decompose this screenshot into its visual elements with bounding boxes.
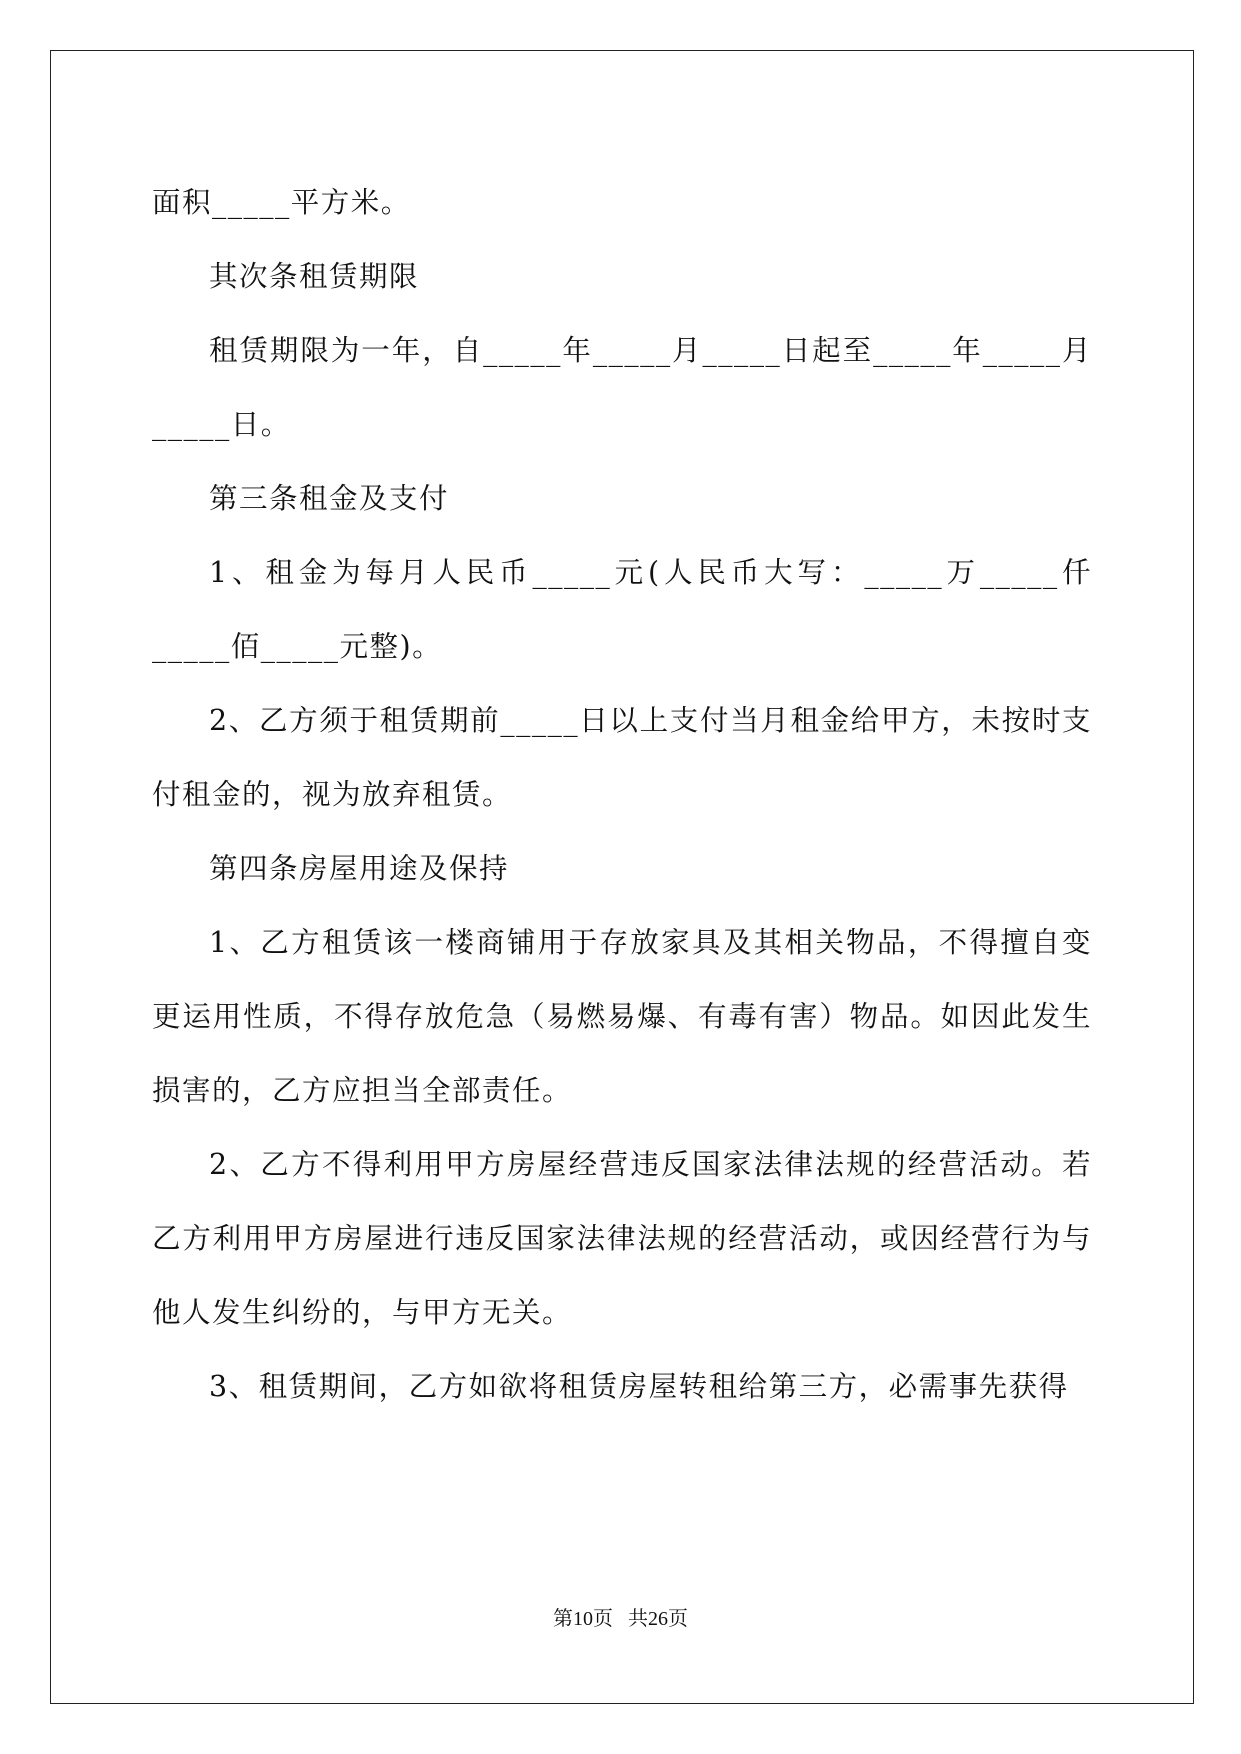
- document-body: [152, 166, 1092, 1424]
- paragraph-rent-payment: 2、乙方须于租赁期前_____日以上支付当月租金给甲方，未按时支付租金的，视为放弃租赁。: [152, 704, 1092, 811]
- heading-article-3: 第三条租金及支付: [209, 482, 450, 515]
- paragraph-area: 面积_____平方米。: [152, 186, 411, 219]
- paragraph-rent-amount: 1、租金为每月人民币_____元(人民币大写：_____万_____仟_____佰_____元整)。: [152, 556, 1092, 663]
- page-number: 第10页 共26页: [553, 1608, 688, 1630]
- paragraph-lease-term: 租赁期限为一年，自_____年_____月_____日起至_____年_____月_____日。: [152, 334, 1092, 441]
- paragraph-usage: 1、乙方租赁该一楼商铺用于存放家具及其相关物品，不得擅自变更运用性质，不得存放危急（易燃易爆、有毒有害）物品。如因此发生损害的，乙方应担当全部责任。: [152, 926, 1092, 1107]
- heading-article-4: 第四条房屋用途及保持: [209, 852, 510, 885]
- paragraph-sublease: 3、租赁期间，乙方如欲将租赁房屋转租给第三方，必需事先获得: [209, 1370, 1069, 1403]
- paragraph-legal-compliance: 2、乙方不得利用甲方房屋经营违反国家法律法规的经营活动。若乙方利用甲方房屋进行违反国家法律法规的经营活动，或因经营行为与他人发生纠纷的，与甲方无关。: [152, 1148, 1092, 1329]
- heading-article-2: 其次条租赁期限: [209, 260, 420, 293]
- page-footer: [0, 1607, 1241, 1631]
